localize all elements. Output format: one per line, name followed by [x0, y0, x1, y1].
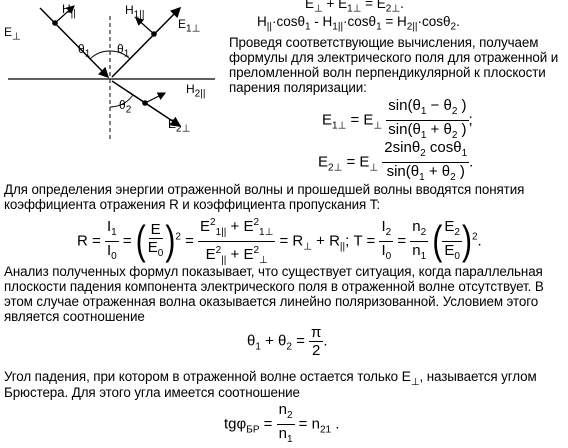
formula-r-t: R = $\frac{I_1}{I_0}$ = ( $\frac{E}{E_0}$ )$^2$ = $\frac{E^2_{1||} + E^2_{1\perp}}{E^2_{||} + E^2_\perp}$ = $R_\perp + R_{||}$; T = $\frac{I_2}{I_0}$ = $\frac{n_2}{n_1}$ ( $\frac{E_2}{E_0}$ )$^2$.: [77, 214, 482, 269]
formula-brewster-tg: tgφ$_{БР}$ = $\frac{n_2}{n_1}$ = $n_{21}$ .: [224, 401, 340, 445]
para1-line2: формулы для электрического поля для отраженной и: [229, 50, 559, 65]
para2-line1: Для определения энергии отраженной волны и прошедшей волны вводятся понятия: [4, 182, 525, 197]
para3-line4: является соотношение: [4, 309, 145, 324]
boundary-eq-e: $E_\perp + E_{1\perp} = E_{2\perp}$.: [305, 0, 404, 15]
h-refracted-vector: [145, 93, 165, 103]
para4-line1: Угол падения, при котором в отраженной волне остается только $E_\perp$, называется углом: [4, 368, 537, 388]
label-e1-perp: $E_{1\perp}$: [178, 17, 201, 35]
label-h-par: $H_{||}$: [62, 2, 76, 20]
label-theta1-left: $\theta_1$: [78, 42, 91, 60]
para3-line1: Анализ полученных формул показывает, что существует ситуация, когда параллельная: [4, 264, 543, 279]
formula-e2: $E_{2\perp} = E_\perp$ $\frac{2\sin\theta_2 \cos\theta_1}{\sin(\theta_1 + \theta_2 )}$ .: [318, 139, 474, 183]
para1-line4: парения поляризации:: [229, 80, 367, 95]
formula-brewster-condition: $\theta_1 + \theta_2$ = $\frac{\pi}{2}$ .: [247, 324, 328, 359]
label-theta1-right: $\theta_1$: [117, 42, 130, 60]
e-reflected-dot: [151, 31, 157, 37]
e-incident-dot: [52, 20, 58, 26]
label-theta2: $\theta_2$: [119, 98, 132, 116]
para1-line3: преломленной волн перпендикулярной к плоскости: [229, 65, 546, 80]
h-reflected-vector: [136, 18, 154, 34]
para2-line2: коэффициента отражения R и коэффициента пропускания T:: [4, 197, 381, 212]
label-h2-par: $H_{2||}$: [186, 82, 206, 100]
boundary-eq-h: $H_{||}\cdot\cos\theta_1 - H_{1||}\cdot\cos\theta_1 = H_{2||}\cdot\cos\theta_2$.: [257, 14, 460, 33]
para4-line2: Брюстера. Для этого угла имеется соотношение: [4, 385, 300, 400]
e-refracted-dot: [142, 100, 148, 106]
para1-line1: Проведя соответствующие вычисления, получаем: [229, 35, 539, 50]
label-e-perp: $E_\perp$: [4, 25, 21, 43]
theta1-left-arc: [90, 51, 110, 59]
label-e2-perp: $E_{2\perp}$: [168, 117, 191, 135]
formula-e1: $E_{1\perp} = E_\perp$ $\frac{\sin(\theta_1 - \theta_2 )}{\sin(\theta_1 + \theta_2 )}$ ;: [322, 97, 473, 141]
para3-line2: плоскости падения компонента электрического поля в отраженной волне отсутствует. В: [4, 279, 544, 294]
para3-line3: этом случае отраженная волна оказывается линейно поляризованной. Условием этого: [4, 294, 539, 309]
label-h1-par: $H_{1||}$: [125, 3, 145, 21]
